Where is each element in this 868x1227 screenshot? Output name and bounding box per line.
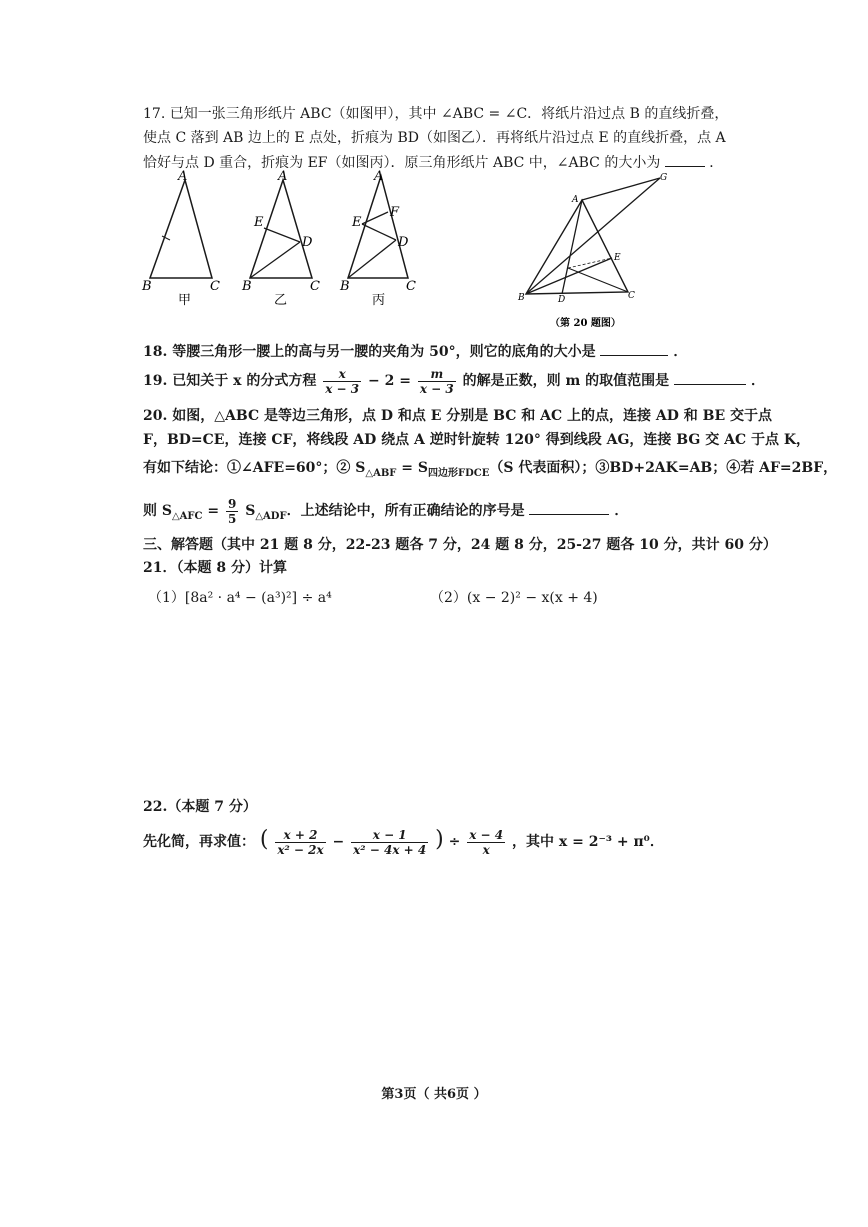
- fraction-c: $\frac{x - 4}{x}$: [469, 827, 504, 857]
- fraction-9-5: $\frac{9}{5}$: [227, 496, 237, 526]
- q21-part1: （1）[8a² · a⁴ − (a³)²] ÷ a⁴: [148, 590, 332, 606]
- caption-fig20: （第 20 题图）: [550, 318, 621, 329]
- q22-expression: 先化简，再求值： ( $\frac{x + 2}{\text{x² − 2x}}$ − $\frac{x - 1}{\text{x² − 4x + 4}}$ ) ÷ $\frac{x - 4}{x}$ ，其中 x = 2⁻³ + π⁰．: [143, 827, 664, 857]
- label-C: C: [310, 279, 320, 294]
- answer-blank-20[interactable]: [529, 500, 609, 515]
- caption-bing: 丙: [372, 293, 386, 308]
- fraction-2: $\frac{m}{x - 3}$: [419, 366, 454, 396]
- label-A: A: [278, 170, 288, 184]
- q18: 18. 等腰三角形一腰上的高与另一腰的夹角为 50°，则它的底角的大小是 ．: [143, 341, 687, 362]
- label-D: D: [302, 235, 313, 250]
- answer-blank-19[interactable]: [674, 370, 746, 385]
- label-C: C: [628, 291, 635, 301]
- answer-blank-17[interactable]: [665, 152, 705, 167]
- label-B: B: [142, 279, 152, 294]
- fraction-a: $\frac{x + 2}{\text{x² − 2x}}$: [277, 827, 324, 857]
- q19: 19. 已知关于 x 的分式方程 $\frac{x}{x - 3}$ − 2 = $\frac{m}{x - 3}$ 的解是正数，则 m 的取值范围是 ．: [143, 366, 765, 396]
- q20-line4: 则 $S_{\triangle AFC}$ = $\frac{9}{5}$ $S_{\triangle ADF}$．上述结论中，所有正确结论的序号是 ．: [143, 496, 629, 526]
- section-3-heading: 三、解答题（其中 21 题 8 分，22-23 题各 7 分，24 题 8 分，25-27 题各 10 分，共计 60 分）: [143, 537, 777, 553]
- fraction-b: $\frac{x - 1}{\text{x² − 4x + 4}}$: [353, 827, 427, 857]
- q22-title: 22.（本题 7 分）: [143, 799, 257, 815]
- q17-line3-text: 恰好与点 D 重合，折痕为 EF（如图丙）．原三角形纸片 ABC 中，∠ABC 的大小为: [143, 155, 661, 171]
- label-E: E: [254, 215, 264, 230]
- label-F: F: [390, 205, 400, 220]
- q17-line1: 17. 已知一张三角形纸片 ABC（如图甲），其中 ∠ABC = ∠C．将纸片沿过点 B 的直线折叠，: [143, 106, 729, 122]
- label-C: C: [210, 279, 220, 294]
- page-number: 第3页（ 共6页 ）: [381, 1087, 487, 1102]
- q20-line2: F，BD=CE，连接 CF，将线段 AD 绕点 A 逆时针旋转 120° 得到线段 AG，连接 BG 交 AC 于点 K，: [143, 432, 811, 448]
- label-A: A: [374, 170, 384, 184]
- label-A: A: [572, 195, 579, 205]
- q17-line2: 使点 C 落到 AB 边上的 E 点处，折痕为 BD（如图乙）．再将纸片沿过点 E 的直线折叠，点 A: [143, 130, 726, 146]
- caption-yi: 乙: [274, 293, 288, 308]
- label-D: D: [398, 235, 409, 250]
- q17-line3: 恰好与点 D 重合，折痕为 EF（如图丙）．原三角形纸片 ABC 中，∠ABC 的大小为 ．: [143, 152, 723, 173]
- caption-jia: 甲: [178, 293, 192, 308]
- label-E: E: [352, 215, 362, 230]
- q21-title: 21．（本题 8 分）计算: [143, 560, 287, 576]
- label-B: B: [518, 293, 525, 303]
- figure-bing: [336, 170, 426, 310]
- label-B: B: [340, 279, 350, 294]
- q21-part2: （2）(x − 2)² − x(x + 4): [430, 590, 598, 606]
- answer-blank-18[interactable]: [600, 341, 668, 356]
- label-A: A: [178, 170, 188, 184]
- label-D: D: [558, 295, 566, 305]
- label-G: G: [660, 173, 668, 183]
- figure-20: [510, 168, 680, 333]
- label-B: B: [242, 279, 252, 294]
- q20-line1: 20. 如图，△ABC 是等边三角形，点 D 和点 E 分别是 BC 和 AC 上的点，连接 AD 和 BE 交于点: [143, 408, 773, 424]
- figure-jia: [140, 170, 230, 310]
- q20-line3: 有如下结论：①∠AFE=60°；② $S_{\triangle ABF} = S_{四边形FDCE}(S$ 代表面积）；③BD+2AK=AB；④若 AF=2BF，: [143, 460, 838, 479]
- label-E: E: [614, 253, 621, 263]
- label-C: C: [406, 279, 416, 294]
- figure-yi: [238, 170, 328, 310]
- fraction-1: $\frac{x}{x - 3}$: [325, 366, 360, 396]
